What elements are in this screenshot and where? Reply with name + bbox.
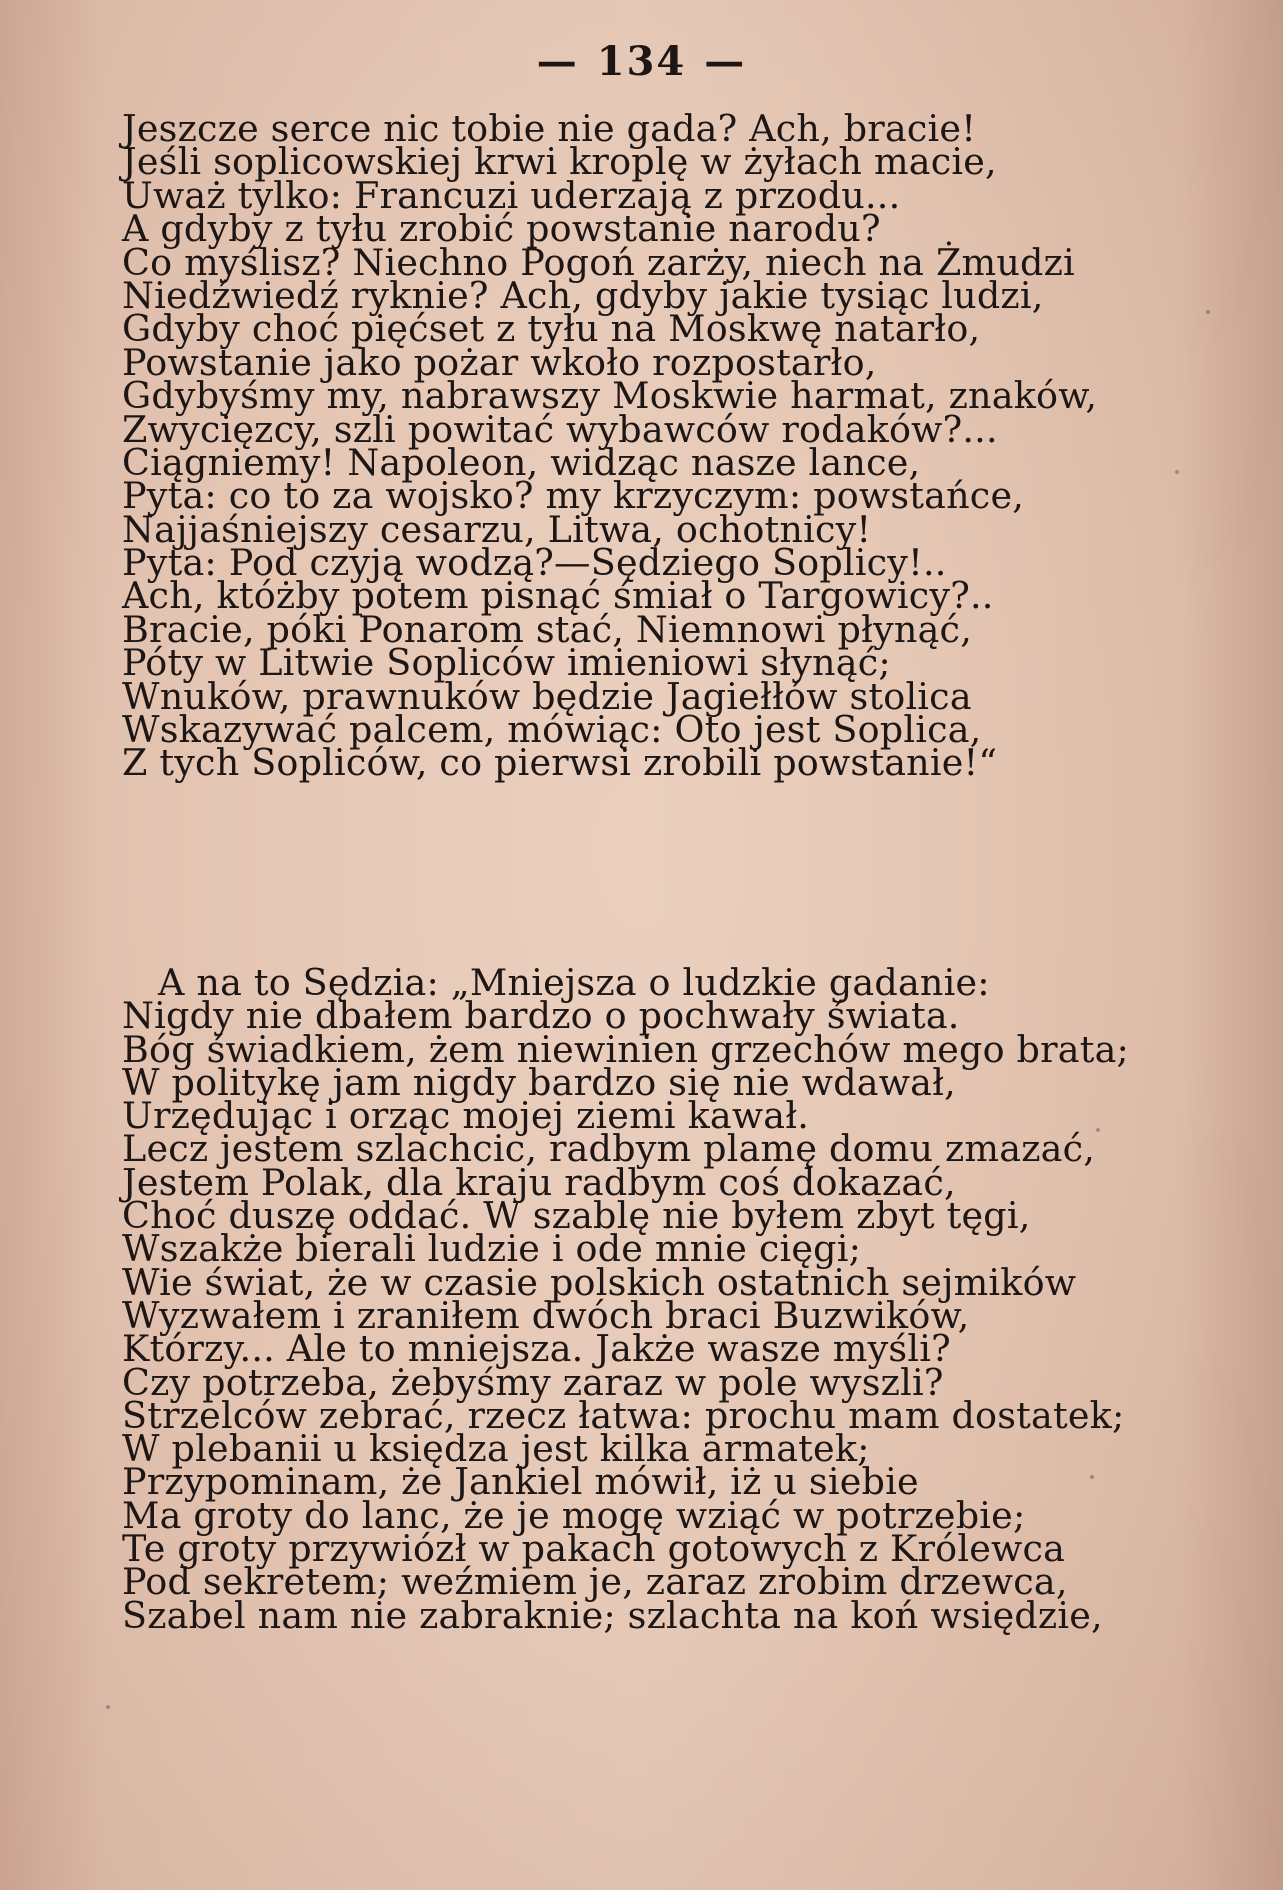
poem-line: Czy potrzeba, żebyśmy zaraz w pole wyszli? <box>122 1360 944 1404</box>
poem-line: Przypominam, że Jankiel mówił, iż u siebie <box>122 1460 919 1504</box>
poem-line: A na to Sędzia: „Mniejsza o ludzkie gadanie: <box>158 961 990 1004</box>
poem-line: Wie świat, że w czasie polskich ostatnich sejmików <box>122 1260 1077 1304</box>
poem-line: W plebanii u księdza jest kilka armatek; <box>122 1427 870 1471</box>
poem-line: Gdyby choć pięćset z tyłu na Moskwę natarło, <box>122 307 981 351</box>
poem-line: Z tych Sopliców, co pierwsi zrobili powstanie!“ <box>122 741 998 785</box>
paper-speck <box>106 1705 110 1709</box>
paper-speck <box>1096 1128 1100 1132</box>
paper-speck <box>1090 1475 1094 1479</box>
poem-line: Wszakże bierali ludzie i ode mnie cięgi; <box>122 1227 862 1271</box>
poem-line: Jeszcze serce nic tobie nie gada? Ach, bracie! <box>122 107 977 150</box>
poem-line: Jestem Polak, dla kraju radbym coś dokazać, <box>122 1160 956 1204</box>
poem-line: Pod sekretem; weźmiem je, zaraz zrobim drzewca, <box>122 1560 1068 1604</box>
poem-line: Uważ tylko: Francuzi uderzają z przodu... <box>122 173 901 217</box>
poem-line: Wskazywać palcem, mówiąc: Oto jest Soplica, <box>122 708 982 752</box>
paper-speck <box>1175 470 1179 474</box>
poem-line: Pyta: co to za wojsko? my krzyczym: powstańce, <box>122 474 1025 518</box>
page-number-dash-left: — <box>536 38 579 85</box>
poem-line: Bracie, póki Ponarom stać, Niemnowi płynąć, <box>122 607 973 651</box>
poem-line: Co myślisz? Niechno Pogoń zarży, niech na Żmudzi <box>122 240 1075 284</box>
poem-line: Strzelców zebrać, rzecz łatwa: prochu mam dostatek; <box>122 1393 1125 1437</box>
poem-line: Ciągniemy! Napoleon, widząc nasze lance, <box>122 440 921 484</box>
poem-line: Nigdy nie dbałem bardzo o pochwały świata. <box>122 994 960 1038</box>
poem-line: Choć duszę oddać. W szablę nie byłem zbyt tęgi, <box>122 1194 1031 1238</box>
page-number-dash-right: — <box>704 38 747 85</box>
poem-line: Te groty przywiózł w pakach gotowych z Królewca <box>122 1527 1066 1571</box>
poem-line: Pyta: Pod czyją wodzą?—Sędziego Soplicy!.. <box>122 541 947 585</box>
poem-line: Lecz jestem szlachcic, radbym plamę domu zmazać, <box>122 1127 1096 1171</box>
poem-line: Ma groty do lanc, że je mogę wziąć w potrzebie; <box>122 1493 1026 1537</box>
poem-line: Wyzwałem i zraniłem dwóch braci Buzwików, <box>122 1293 970 1337</box>
poem-stanza-1 <box>122 107 1132 785</box>
poem-line: Bóg świadkiem, żem niewinien grzechów mego brata; <box>122 1027 1130 1071</box>
poem-line: Gdybyśmy my, nabrawszy Moskwie harmat, znaków, <box>122 374 1098 418</box>
poem-line: Niedźwiedź ryknie? Ach, gdyby jakie tysiąc ludzi, <box>122 273 1044 317</box>
poem-line: Najjaśniejszy cesarzu, Litwa, ochotnicy! <box>122 507 872 551</box>
poem-line: Powstanie jako pożar wkoło rozpostarło, <box>122 340 877 384</box>
poem-line: Szabel nam nie zabraknie; szlachta na koń wsiędzie, <box>122 1593 1103 1637</box>
poem-line: Zwycięzcy, szli powitać wybawców rodaków?... <box>122 407 998 451</box>
poem-line: W politykę jam nigdy bardzo się nie wdawał, <box>122 1060 956 1104</box>
poem-line: Póty w Litwie Sopliców imieniowi słynąć; <box>122 641 891 685</box>
page-number-header <box>0 38 1283 85</box>
poem-line: Którzy... Ale to mniejsza. Jakże wasze myśli? <box>122 1327 951 1371</box>
poem-line: Jeśli soplicowskiej krwi kroplę w żyłach macie, <box>122 140 997 184</box>
page-number: 134 <box>596 38 687 85</box>
poem-line: A gdyby z tyłu zrobić powstanie narodu? <box>122 207 881 251</box>
poem-stanza-2 <box>122 961 1132 1637</box>
poem-line: Ach, któżby potem pisnąć śmiał o Targowicy?.. <box>122 574 994 618</box>
paper-speck <box>1206 310 1210 314</box>
poem-line: Wnuków, prawnuków będzie Jagiełłów stolica <box>122 674 972 718</box>
poem-line: Urzędując i orząc mojej ziemi kawał. <box>122 1094 810 1138</box>
